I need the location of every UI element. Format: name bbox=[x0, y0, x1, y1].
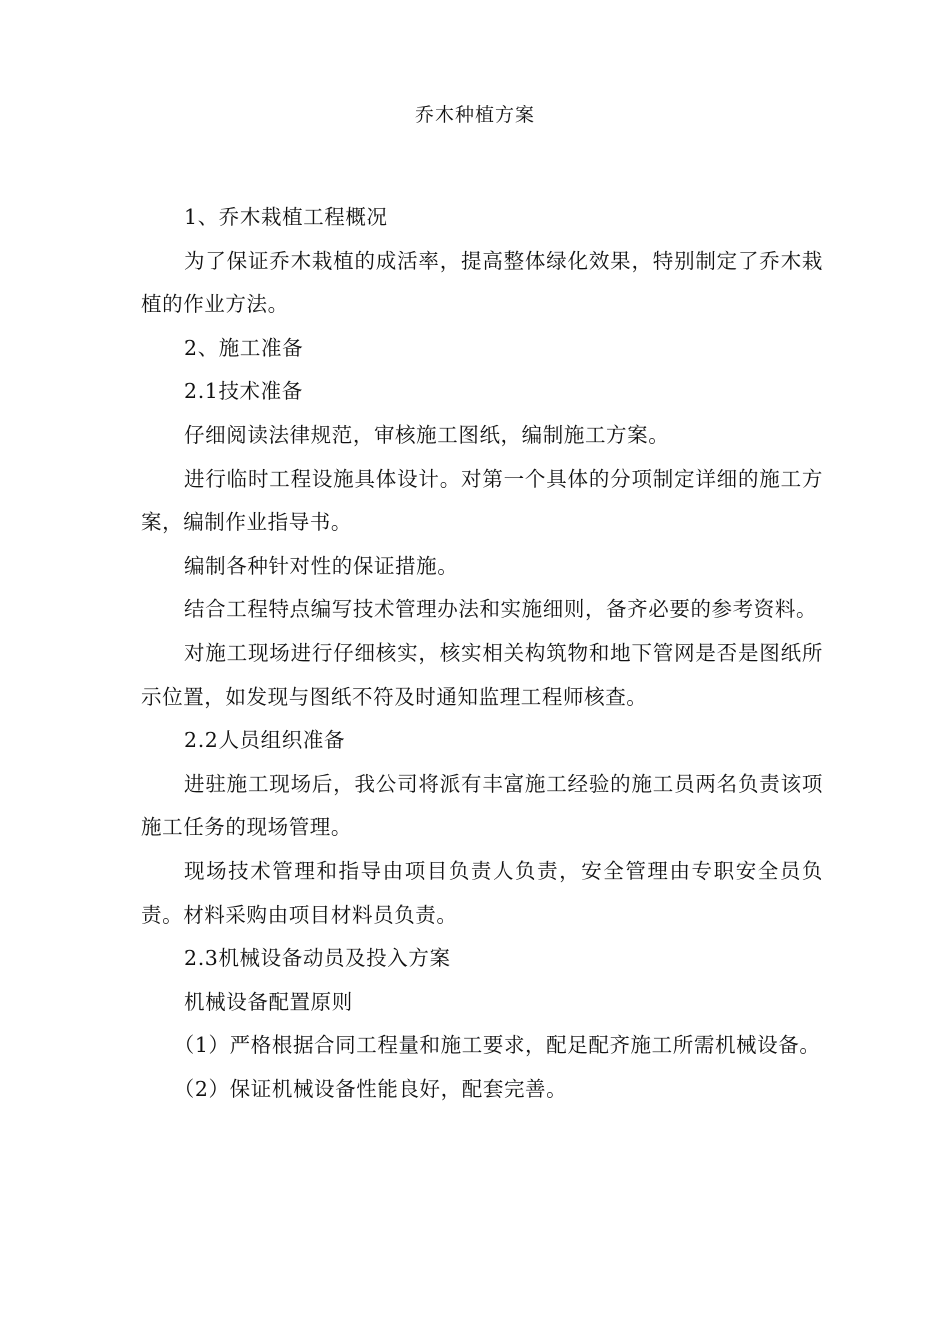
paragraph: 为了保证乔木栽植的成活率，提高整体绿化效果，特别制定了乔木栽植的作业方法。 bbox=[141, 248, 823, 317]
section-heading: 2、施工准备 bbox=[184, 335, 304, 360]
section-heading: 1、乔木栽植工程概况 bbox=[184, 205, 388, 229]
subsection-heading: 2.1技术准备 bbox=[184, 379, 303, 404]
paragraph: 现场技术管理和指导由项目负责人负责，安全管理由专职安全员负责。材料采购由项目材料员负责。 bbox=[141, 858, 823, 927]
list-item: （2）保证机械设备性能良好，配套完善。 bbox=[173, 1076, 568, 1101]
paragraph: 结合工程特点编写技术管理办法和实施细则，备齐必要的参考资料。 bbox=[184, 597, 818, 622]
paragraph: 进驻施工现场后，我公司将派有丰富施工经验的施工员两名负责该项施工任务的现场管理。 bbox=[141, 771, 823, 840]
subsection-heading: 2.3机械设备动员及投入方案 bbox=[184, 946, 451, 971]
paragraph: 编制各种针对性的保证措施。 bbox=[184, 553, 459, 578]
paragraph: 机械设备配置原则 bbox=[184, 989, 353, 1014]
paragraph: 进行临时工程设施具体设计。对第一个具体的分项制定详细的施工方案，编制作业指导书。 bbox=[141, 466, 823, 535]
document-title: 乔木种植方案 bbox=[414, 104, 535, 126]
paragraph: 对施工现场进行仔细核实，核实相关构筑物和地下管网是否是图纸所示位置，如发现与图纸不符及时通知监理工程师核查。 bbox=[141, 640, 823, 709]
subsection-heading: 2.2人员组织准备 bbox=[184, 728, 346, 753]
paragraph: 仔细阅读法律规范，审核施工图纸，编制施工方案。 bbox=[184, 422, 670, 447]
document-body bbox=[141, 196, 823, 1111]
list-item: （1）严格根据合同工程量和施工要求，配足配齐施工所需机械设备。 bbox=[173, 1033, 821, 1058]
